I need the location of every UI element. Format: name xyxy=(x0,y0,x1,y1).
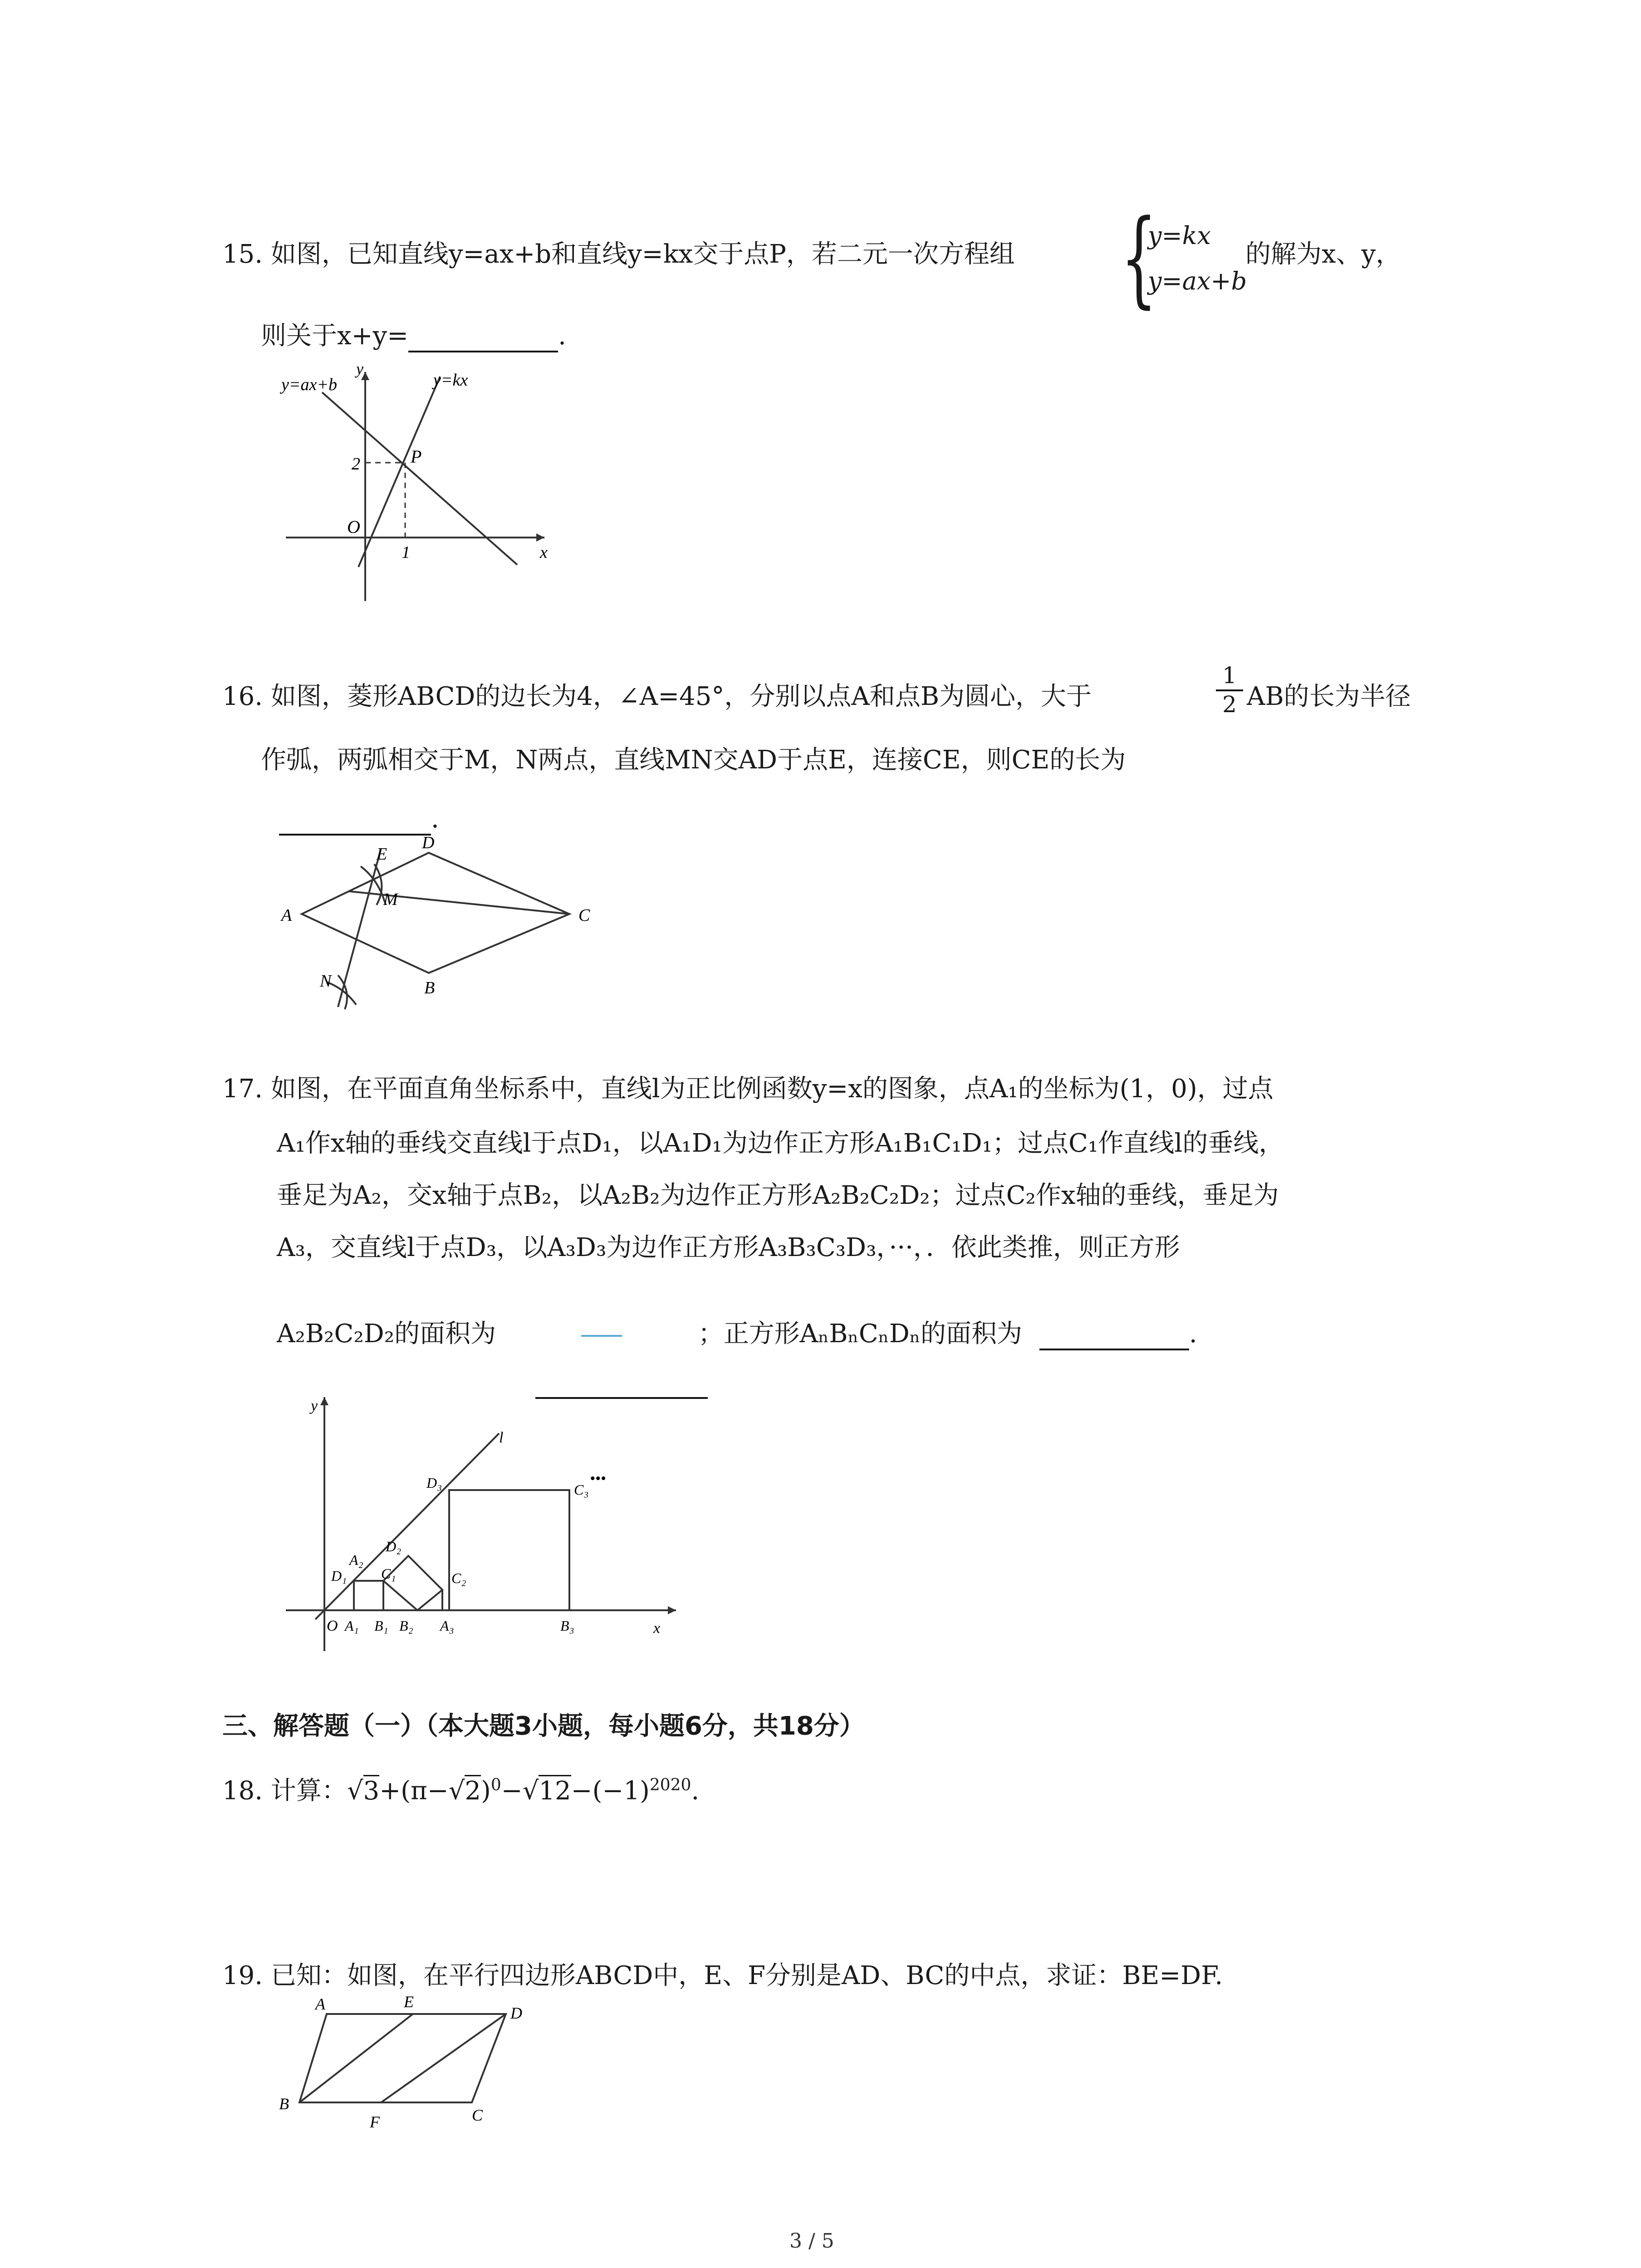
q18-minus: − xyxy=(501,1776,523,1806)
line-l-label: l xyxy=(499,1429,504,1446)
sqrt-3-radicand: 3 xyxy=(363,1775,380,1806)
q17-line2: A₁作x轴的垂线交直线l于点D₁，以A₁D₁为边作正方形A₁B₁C₁D₁；过点C₁作直线l的垂线， xyxy=(277,1129,1284,1158)
b1-label: B₁ xyxy=(374,1618,388,1634)
q17-dash-mark xyxy=(581,1335,622,1337)
point-p-label: P xyxy=(411,446,422,467)
vertex-a-label: A xyxy=(315,1995,325,2013)
origin-label: O xyxy=(347,517,360,537)
fraction-numerator: 1 xyxy=(1222,662,1237,689)
q17-line3: 垂足为A₂，交x轴于点B₂，以A₂B₂为边作正方形A₂B₂C₂D₂；过点C₂作x轴的垂线，垂足为 xyxy=(277,1181,1279,1210)
q17-answer-blank-2[interactable] xyxy=(1039,1321,1189,1350)
vertex-d-label: D xyxy=(422,833,435,852)
b3-label: B₃ xyxy=(560,1618,574,1634)
sqrt-12-radicand: 12 xyxy=(539,1775,571,1806)
y-axis-label: y xyxy=(311,1398,318,1414)
a3-label: A₃ xyxy=(440,1618,454,1634)
exp-2020: 2020 xyxy=(649,1776,691,1794)
d2-label: D₂ xyxy=(386,1538,402,1554)
vertex-d-label: D xyxy=(510,2004,522,2022)
q15-line2 xyxy=(261,320,566,352)
continuation-dots: ••• xyxy=(590,1470,606,1487)
q15-line1-b: 的解为x、y， xyxy=(1245,240,1401,269)
vertex-c-label: C xyxy=(472,2106,483,2124)
q17-line5-a: A₂B₂C₂D₂的面积为 xyxy=(277,1319,496,1349)
system-brace: { xyxy=(1121,198,1157,319)
x-axis-label: x xyxy=(540,543,548,562)
c2-label: C₂ xyxy=(451,1570,466,1586)
vertex-a-label: A xyxy=(281,906,292,925)
q16-line3-end: . xyxy=(431,804,439,834)
d1-label: D₁ xyxy=(331,1568,347,1584)
tick-y-2: 2 xyxy=(352,455,360,474)
q17-line5-b: ；正方形AₙBₙCₙDₙ的面积为 xyxy=(698,1319,1023,1349)
point-e-label: E xyxy=(404,1993,414,2011)
q16-line2: 作弧，两弧相交于M，N两点，直线MN交AD于点E，连接CE，则CE的长为 xyxy=(261,745,1126,775)
q18-prefix: 18. 计算： xyxy=(222,1776,347,1806)
point-f-label: F xyxy=(370,2113,380,2131)
fraction-denominator: 2 xyxy=(1222,691,1237,718)
tick-x-1: 1 xyxy=(402,543,410,562)
a1-label: A₁ xyxy=(345,1618,359,1634)
section3-heading: 三、解答题（一）（本大题3小题，每小题6分，共18分） xyxy=(222,1711,865,1741)
q15-system xyxy=(1148,213,1247,304)
x-axis-label: x xyxy=(653,1620,661,1637)
sqrt-2: √2 xyxy=(449,1775,481,1806)
q17-figure xyxy=(277,1388,685,1660)
point-m-label: M xyxy=(383,890,398,909)
point-n-label: N xyxy=(320,972,332,991)
vertex-c-label: C xyxy=(578,906,590,925)
q15-line2-text: 则关于x+y= xyxy=(261,321,409,351)
q17-line4: A₃，交直线l于点D₃，以A₃D₃为边作正方形A₃B₃C₃D₃，···，．依此类推，则正方形 xyxy=(277,1233,1180,1262)
y-axis-label: y xyxy=(356,360,363,378)
q18-end: . xyxy=(691,1776,700,1806)
q19-figure xyxy=(272,1991,554,2136)
sqrt-12: √12 xyxy=(523,1775,571,1806)
q18-close: ) xyxy=(481,1776,491,1806)
c3-label: C₃ xyxy=(574,1481,589,1498)
d3-label: D₃ xyxy=(426,1475,442,1491)
q18-expression xyxy=(222,1769,699,1808)
point-e-label: E xyxy=(377,845,387,864)
q16-line1-b: AB的长为半径 xyxy=(1247,682,1411,711)
system-bottom-eq: y=ax+b xyxy=(1148,267,1247,295)
exp-zero: 0 xyxy=(490,1776,501,1794)
fraction-half xyxy=(1216,662,1243,718)
q15-line1-a: 15. 如图，已知直线y=ax+b和直线y=kx交于点P，若二元一次方程组 xyxy=(222,240,1015,269)
q19-line1: 19. 已知：如图，在平行四边形ABCD中，E、F分别是AD、BC的中点，求证：BE=DF. xyxy=(222,1961,1223,1990)
q17-line5 xyxy=(277,1318,1197,1350)
vertex-b-label: B xyxy=(424,978,435,997)
origin-label: O xyxy=(327,1618,338,1634)
sqrt-2-radicand: 2 xyxy=(465,1775,481,1806)
q18-tail: −(−1) xyxy=(571,1776,650,1806)
c1-label: C₁ xyxy=(381,1565,396,1582)
system-top-eq: y=kx xyxy=(1148,221,1211,250)
q16-line1-a: 16. 如图，菱形ABCD的边长为4，∠A=45°，分别以点A和点B为圆心，大于 xyxy=(222,682,1092,711)
q16-figure xyxy=(272,830,608,1021)
q15-answer-blank[interactable] xyxy=(408,323,558,352)
page-number: 3 / 5 xyxy=(789,2229,834,2253)
q18-mid: +(π− xyxy=(379,1776,449,1806)
vertex-b-label: B xyxy=(279,2095,289,2113)
label-line-kx: y=kx xyxy=(433,371,468,390)
q17-line1: 17. 如图，在平面直角坐标系中，直线l为正比例函数y=x的图象，点A₁的坐标为(1，0)，过点 xyxy=(222,1074,1274,1104)
q15-line2-end: . xyxy=(558,321,566,351)
q17-line5-end: . xyxy=(1189,1319,1197,1349)
label-line-axb: y=ax+b xyxy=(281,375,338,394)
a2-label: A₂ xyxy=(349,1552,363,1568)
b2-label: B₂ xyxy=(399,1618,413,1634)
sqrt-3: √3 xyxy=(347,1775,379,1806)
q15-figure xyxy=(272,354,581,617)
